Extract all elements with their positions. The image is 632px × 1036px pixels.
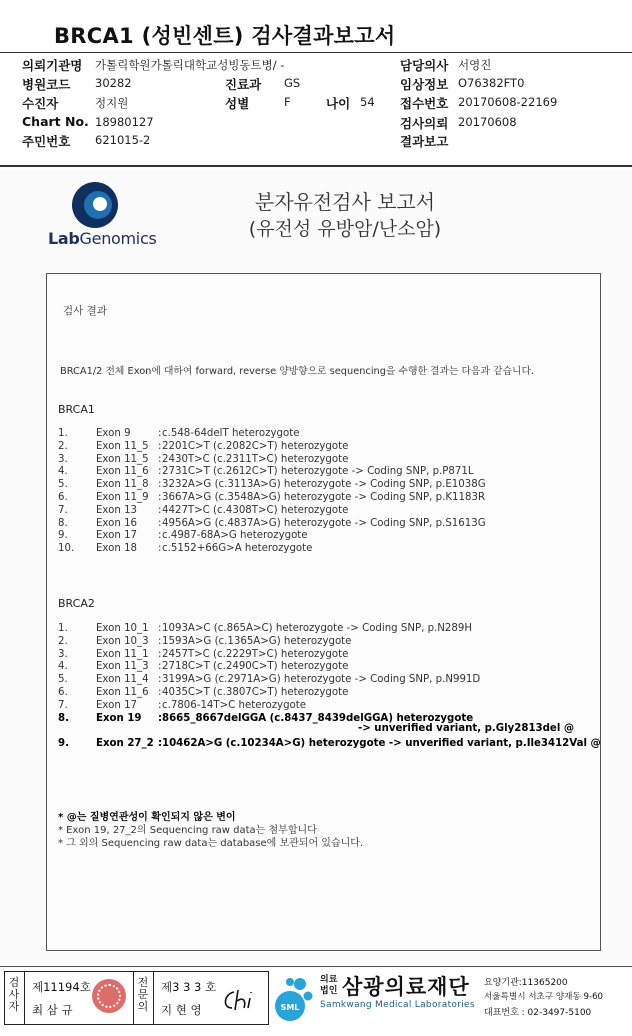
variant-number: 3.: [58, 648, 68, 660]
variant-exon: Exon 11_6: [96, 687, 149, 698]
variant-exon: Exon 11_8: [96, 479, 149, 491]
variant-result: 1593A>G (c.1365A>G) heterozygote: [162, 635, 352, 647]
variant-result: 1093A>C (c.865A>C) heterozygote -> Coding SNP, p.N289H: [162, 623, 473, 634]
age-label: 나이: [326, 96, 351, 111]
chart-no-value: 18980127: [95, 115, 154, 129]
variant-result: 8665_8667delGGA (c.8437_8439delGGA) heterozygote: [162, 712, 474, 724]
sml-logo-icon: [270, 974, 314, 1024]
variant-exon: Exon 9: [96, 428, 131, 439]
tester-seal-stamp: [92, 979, 126, 1013]
result-report-label: 결과보고: [400, 134, 449, 149]
sex-label: 성별: [225, 96, 250, 111]
footer-divider: [0, 966, 632, 967]
variant-result: c.4987-68A>G heterozygote: [162, 530, 308, 542]
department-label: 진료과: [225, 77, 262, 92]
variant-separator: :: [158, 453, 162, 465]
variant-separator: :: [158, 661, 162, 673]
org-address: 서울특별시 서초구 양재동 9-60: [484, 992, 604, 1002]
foundation-small-label: 의료 법인: [320, 975, 338, 996]
variant-separator: :: [158, 648, 162, 660]
variant-result: c.5152+66G>A heterozygote: [162, 543, 313, 555]
report-subtitle: (유전성 유방암/난소암): [248, 218, 442, 240]
variant-separator: :: [158, 635, 162, 647]
variant-result: 3199A>G (c.2971A>G) heterozygote -> Coding SNP, p.N991D: [162, 674, 481, 686]
variant-separator: :: [158, 492, 162, 503]
variant-number: 5.: [58, 674, 68, 686]
variant-separator: :: [158, 543, 162, 555]
variant-exon: Exon 10_3: [96, 635, 149, 647]
variant-separator: :: [158, 479, 162, 491]
variant-number: 4.: [58, 466, 68, 478]
labgenomics-logo-icon: [71, 181, 119, 229]
variant-number: 7.: [58, 504, 68, 516]
variant-separator: :: [158, 623, 162, 634]
patient-value: 정지원: [95, 96, 129, 110]
resident-no-label: 주민번호: [22, 134, 71, 149]
variant-number: 1.: [58, 428, 68, 439]
variant-result: 4427T>C (c.4308T>C) heterozygote: [162, 504, 349, 516]
doctor-value: 서영진: [458, 58, 492, 72]
request-date-label: 검사의뢰: [400, 116, 449, 131]
variant-separator: :: [158, 674, 162, 686]
variant-separator: :: [158, 687, 162, 698]
variant-result: 2718C>T (c.2490C>T) heterozygote: [162, 661, 349, 673]
sig-divider-2: [133, 971, 134, 1025]
sig-divider-1: [24, 971, 25, 1025]
variant-result: 3667A>G (c.3548A>G) heterozygote -> Coding SNP, p.K1183R: [162, 492, 486, 503]
variant-exon: Exon 18: [96, 543, 138, 555]
variant-separator: :: [158, 466, 162, 478]
patient-label: 수진자: [22, 96, 59, 111]
request-date-value: 20170608: [458, 115, 517, 129]
variant-separator: :: [158, 738, 163, 750]
report-title: 분자유전검사 보고서: [254, 190, 436, 214]
variant-number: 3.: [58, 453, 68, 465]
variant-number: 1.: [58, 623, 68, 634]
tester-name: 최 삼 규: [32, 1003, 73, 1017]
specialist-name: 지 현 영: [161, 1003, 202, 1017]
foundation-name: 삼광의료재단: [342, 975, 470, 999]
note-line: * Exon 19, 27_2의 Sequencing raw data는 첨부합니다: [58, 825, 317, 836]
age-value: 54: [360, 95, 375, 109]
sex-value: F: [284, 95, 291, 109]
variant-number: 4.: [58, 661, 68, 673]
brca1-label: BRCA1: [58, 403, 95, 416]
variant-exon: Exon 16: [96, 517, 138, 529]
variant-result: 4035C>T (c.3807C>T) heterozygote: [162, 687, 349, 698]
page-title: BRCA1 (성빈센트) 검사결과보고서: [54, 24, 396, 48]
report-header: [0, 0, 632, 168]
labgenomics-logo-text: [48, 229, 156, 248]
header-divider-bottom: [0, 165, 632, 167]
variant-exon: Exon 13: [96, 504, 138, 516]
sml-logo-text: SML: [280, 1003, 300, 1012]
variant-result: 2201C>T (c.2082C>T) heterozygote: [162, 440, 349, 452]
hospital-code-label: 병원코드: [22, 77, 71, 92]
variant-exon: Exon 17: [96, 699, 138, 711]
resident-no-value: 621015-2: [95, 133, 151, 147]
receipt-no-label: 접수번호: [400, 96, 449, 111]
variant-result: c.7806-14T>C heterozygote: [162, 699, 307, 711]
header-divider-top: [0, 52, 632, 53]
sig-divider-3: [153, 971, 154, 1025]
foundation-english-name: Samkwang Medical Laboratories: [320, 1000, 475, 1010]
variant-number: 9.: [58, 530, 68, 542]
variant-result: 2731C>T (c.2612C>T) heterozygote -> Coding SNP, p.P871L: [162, 466, 474, 478]
variant-result: c.548-64delT heterozygote: [162, 428, 300, 439]
chart-no-label: Chart No.: [22, 114, 89, 129]
clinical-info-value: O76382FT0: [458, 76, 525, 90]
note-line: * @는 질병연관성이 확인되지 않은 변이: [58, 812, 236, 823]
variant-exon: Exon 11_5: [96, 440, 149, 452]
variant-exon: Exon 11_9: [96, 492, 149, 503]
variant-number: 10.: [58, 543, 75, 555]
specialist-license: 제3 3 3 호: [161, 980, 217, 994]
variant-exon: Exon 19: [96, 712, 142, 724]
variant-separator: :: [158, 699, 162, 711]
receipt-no-value: 20170608-22169: [458, 95, 558, 109]
section-label: 검사 결과: [63, 305, 107, 317]
variant-number: 6.: [58, 687, 68, 698]
variant-exon: Exon 11_5: [96, 453, 149, 465]
clinical-info-label: 임상정보: [400, 77, 449, 92]
variant-separator: :: [158, 428, 162, 439]
specialist-signature-icon: [220, 986, 260, 1014]
doctor-label: 담당의사: [400, 58, 449, 73]
variant-separator: :: [158, 517, 162, 529]
org-code: 요양기관:11365200: [484, 978, 568, 988]
variant-result: 10462A>G (c.10234A>G) heterozygote -> unverified variant, p.Ile3412Val @: [162, 738, 601, 750]
logo-text-lab: Lab: [48, 229, 80, 248]
tester-label: 검사자: [8, 976, 20, 1013]
variant-result: 2430T>C (c.2311T>C) heterozygote: [162, 453, 349, 465]
variant-separator: :: [158, 712, 163, 724]
variant-number: 6.: [58, 492, 68, 503]
variant-number: 5.: [58, 479, 68, 491]
variant-separator: :: [158, 504, 162, 516]
department-value: GS: [284, 76, 301, 90]
variant-exon: Exon 11_6: [96, 466, 149, 478]
variant-exon: Exon 17: [96, 530, 138, 542]
note-line: * 그 외의 Sequencing raw data는 database에 보관되어 있습니다.: [58, 838, 364, 849]
variant-number: 8.: [58, 712, 69, 724]
variant-number: 9.: [58, 738, 69, 750]
variant-number: 2.: [58, 635, 68, 647]
variant-separator: :: [158, 530, 162, 542]
variant-exon: Exon 11_3: [96, 661, 149, 673]
intro-text: BRCA1/2 전체 Exon에 대하여 forward, reverse 양방향으로 sequencing을 수행한 결과는 다음과 같습니다.: [60, 366, 535, 377]
variant-result: 2457T>C (c.2229T>C) heterozygote: [162, 648, 349, 660]
variant-exon: Exon 10_1: [96, 623, 149, 634]
variant-number: 8.: [58, 517, 68, 529]
logo-text-genomics: Genomics: [79, 229, 157, 248]
variant-exon: Exon 11_1: [96, 648, 149, 660]
variant-number: 2.: [58, 440, 68, 452]
tester-license: 제11194호: [32, 980, 91, 994]
variant-result: 3232A>G (c.3113A>G) heterozygote -> Coding SNP, p.E1038G: [162, 479, 486, 491]
variant-continuation: -> unverified variant, p.Gly2813del @: [358, 723, 575, 735]
variant-number: 7.: [58, 699, 68, 711]
variant-separator: :: [158, 440, 162, 452]
variant-exon: Exon 11_4: [96, 674, 149, 686]
institution-label: 의뢰기관명: [22, 58, 83, 73]
variant-exon: Exon 27_2: [96, 738, 154, 750]
institution-value: 가톨릭학원가톨릭대학교성빙동트병/ -: [95, 58, 285, 72]
hospital-code-value: 30282: [95, 76, 132, 90]
variant-result: 4956A>G (c.4837A>G) heterozygote -> Coding SNP, p.S1613G: [162, 517, 486, 529]
brca2-label: BRCA2: [58, 597, 95, 610]
org-phone: 대표번호 : 02-3497-5100: [484, 1008, 592, 1018]
specialist-label: 전문의: [137, 976, 149, 1013]
